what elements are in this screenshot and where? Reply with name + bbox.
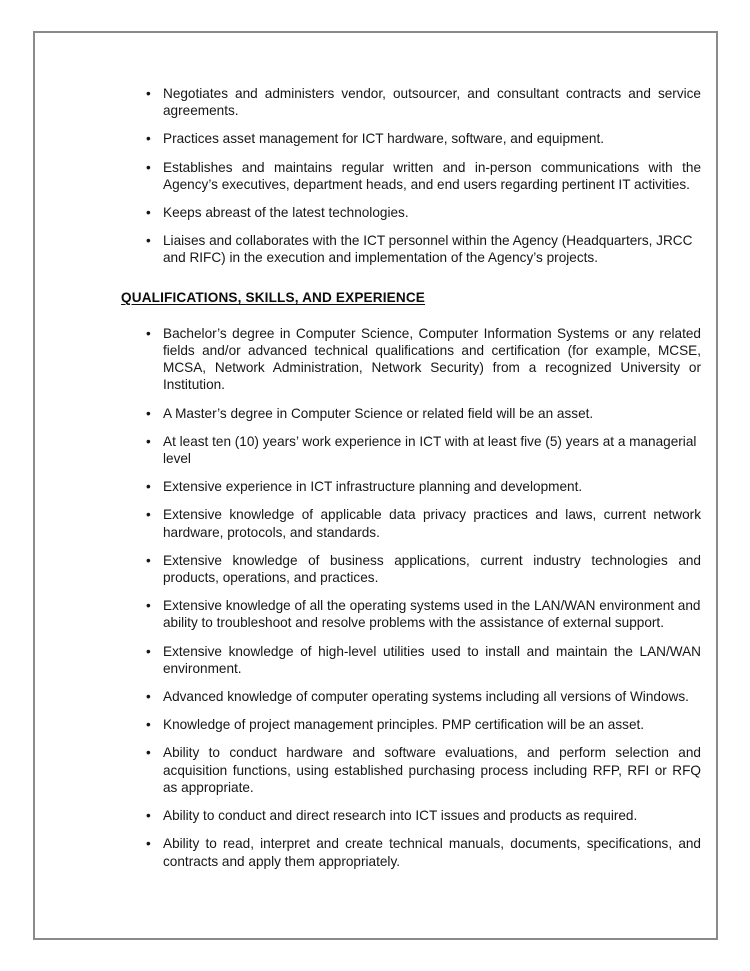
bullet-point-icon: • <box>146 717 151 733</box>
page-border-frame <box>33 31 718 940</box>
list-item <box>121 130 701 147</box>
spacer <box>121 267 701 289</box>
bullet-point-icon: • <box>146 643 151 659</box>
bullet-point-icon: • <box>146 205 151 221</box>
list-item <box>121 85 701 119</box>
list-item <box>121 506 701 540</box>
list-item-text: Practices asset management for ICT hardware, software, and equipment. <box>163 131 605 147</box>
bullet-point-icon: • <box>146 808 151 824</box>
bullet-point-icon: • <box>146 598 151 614</box>
list-item <box>121 204 701 221</box>
spacer <box>121 306 701 325</box>
list-item <box>121 159 701 193</box>
list-item <box>121 552 701 586</box>
list-item-text: Ability to conduct hardware and software evaluations, and perform selection and acquisition functions, using established purchasing process including RFP, RFI or RFQ as appropriate. <box>163 745 701 795</box>
list-item <box>121 325 701 394</box>
bullet-point-icon: • <box>146 86 151 101</box>
bullet-point-icon: • <box>146 325 151 341</box>
list-item <box>121 807 701 824</box>
bullet-point-icon: • <box>146 405 151 421</box>
page-title: QUALIFICATIONS, SKILLS, AND EXPERIENCE <box>121 289 426 305</box>
bullet-point-icon: • <box>146 433 151 449</box>
list-item-text: Extensive knowledge of high-level utilities used to install and maintain the LAN/WAN environment. <box>163 643 701 676</box>
list-item-text: Extensive knowledge of applicable data privacy practices and laws, current network hardware, protocols, and standards. <box>163 507 701 540</box>
bullet-point-icon: • <box>146 233 151 249</box>
list-item-text: Knowledge of project management principles. PMP certification will be an asset. <box>163 717 645 733</box>
list-item <box>121 643 701 677</box>
list-item-text: A Master’s degree in Computer Science or related field will be an asset. <box>163 405 594 421</box>
list-item-text: Keeps abreast of the latest technologies. <box>163 205 409 221</box>
list-item-text: Ability to conduct and direct research into ICT issues and products as required. <box>163 808 638 824</box>
bullet-point-icon: • <box>146 507 151 523</box>
list-item <box>121 433 701 467</box>
bullet-point-icon: • <box>146 159 151 175</box>
duties-bullet-list <box>121 85 701 267</box>
list-item <box>121 478 701 495</box>
list-item-text: Extensive knowledge of all the operating systems used in the LAN/WAN environment and ability to troubleshoot and resolve problems with the assistance of external support. <box>163 598 701 631</box>
list-item <box>121 232 701 266</box>
list-item <box>121 835 701 869</box>
bullet-point-icon: • <box>146 689 151 705</box>
list-item-text: At least ten (10) years’ work experience in ICT with at least five (5) years at a managerial level <box>163 433 697 467</box>
list-item-text: Establishes and maintains regular written and in-person communications with the Agency’s executives, department heads, and end users regarding pertinent IT activities. <box>163 159 701 192</box>
qualifications-bullet-list <box>121 325 701 870</box>
list-item-text: Negotiates and administers vendor, outsourcer, and consultant contracts and service agreements. <box>163 86 701 119</box>
bullet-point-icon: • <box>146 131 151 147</box>
list-item-text: Ability to read, interpret and create technical manuals, documents, specifications, and contracts and apply them appropriately. <box>163 836 701 869</box>
list-item-text: Extensive experience in ICT infrastructure planning and development. <box>163 479 583 495</box>
list-item <box>121 716 701 733</box>
list-item <box>121 744 701 796</box>
bullet-point-icon: • <box>146 836 151 852</box>
bullet-point-icon: • <box>146 745 151 761</box>
list-item-text: Advanced knowledge of computer operating systems including all versions of Windows. <box>163 689 689 705</box>
document-content <box>121 85 701 870</box>
list-item-text: Extensive knowledge of business applications, current industry technologies and products, operations, and practices. <box>163 552 701 586</box>
list-item <box>121 597 701 631</box>
list-item <box>121 405 701 422</box>
list-item-text: Bachelor’s degree in Computer Science, Computer Information Systems or any related fields and/or advanced technical qualifications and certification (for example, MCSE, MCSA, Network Administration, Network Security) from a recognized University or Institution. <box>163 325 701 393</box>
bullet-point-icon: • <box>146 552 151 568</box>
list-item <box>121 688 701 705</box>
list-item-text: Liaises and collaborates with the ICT personnel within the Agency (Headquarters, JRCC and RIFC) in the execution and implementation of the Agency’s projects. <box>163 233 693 266</box>
bullet-point-icon: • <box>146 479 151 495</box>
